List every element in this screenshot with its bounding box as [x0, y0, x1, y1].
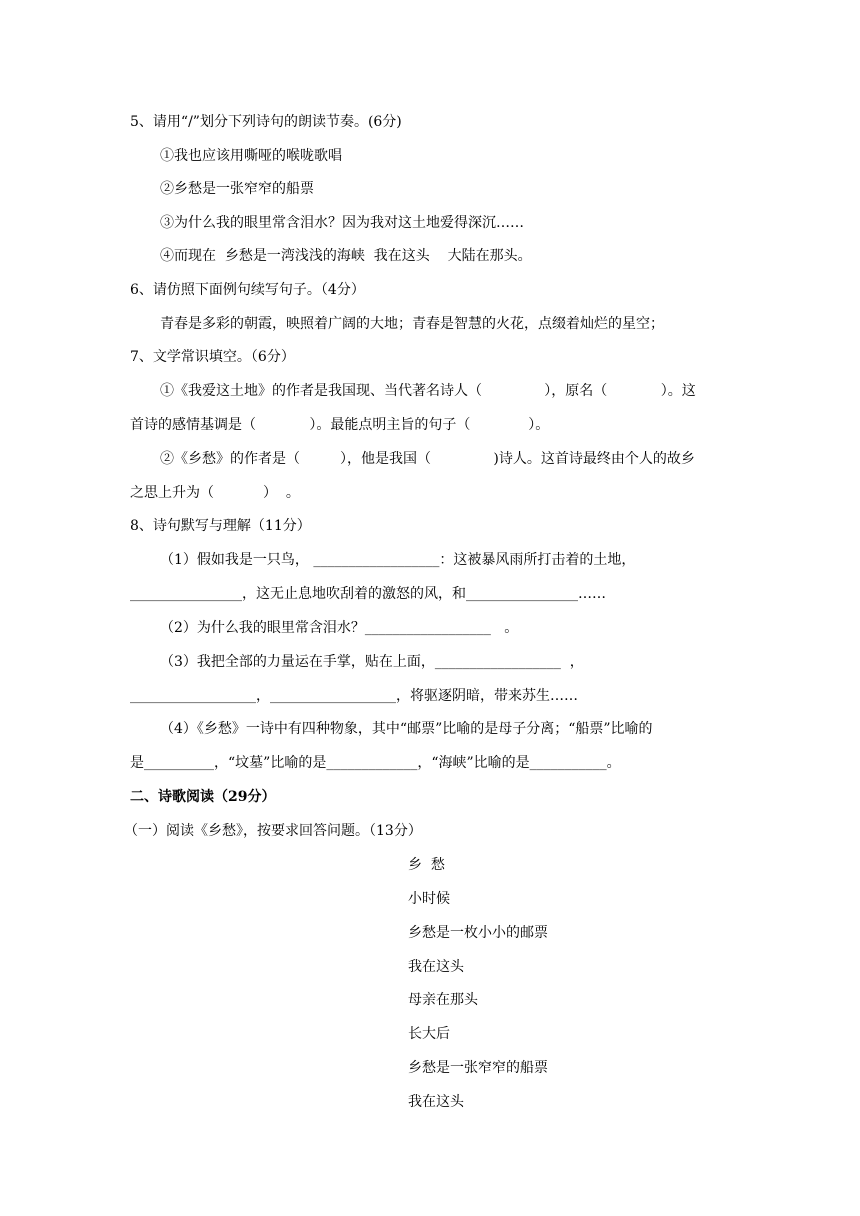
q8-item-3-line-2: __________________，__________________，将驱逐阴暗，带来苏生……	[130, 688, 578, 704]
poem-line: 乡愁是一张窄窄的船票	[408, 1060, 548, 1076]
poem-title: 乡 愁	[408, 857, 445, 873]
poem-line: 我在这头	[408, 959, 464, 975]
q8-item-4-line-1: （4）《乡愁》一诗中有四种物象，其中“邮票”比喻的是母子分离；“船票”比喻的	[160, 721, 653, 737]
q7-title: 7、文学常识填空。（6分）	[130, 349, 295, 365]
q5-title: 5、请用“/”划分下列诗句的朗读节奏。(6分)	[130, 114, 402, 130]
section-2-title: 二、诗歌阅读（29分）	[130, 789, 276, 805]
q7-line-1: ①《我爱这土地》的作者是我国现、当代著名诗人（ ），原名（ ）。这	[160, 383, 696, 399]
q8-item-3-line-1: （3）我把全部的力量运在手掌，贴在上面，__________________ ，	[160, 654, 584, 670]
q8-item-1-line-2: ________________，这无止息地吹刮着的激怒的风，和________________……	[130, 586, 606, 602]
section-2-part-1-title: （一）阅读《乡愁》，按要求回答问题。（13分）	[124, 823, 422, 839]
q7-line-4: 之思上升为（ ） 。	[130, 485, 300, 501]
q5-item-2: ②乡愁是一张窄窄的船票	[160, 181, 314, 197]
poem-line: 小时候	[408, 891, 450, 907]
q5-item-3: ③为什么我的眼里常含泪水？因为我对这土地爱得深沉……	[160, 215, 524, 231]
q6-title: 6、请仿照下面例句续写句子。（4分）	[130, 282, 365, 298]
q8-title: 8、诗句默写与理解（11分）	[130, 518, 311, 534]
q8-item-4-line-2: 是__________，“坟墓”比喻的是_____________，“海峡”比喻的是___________。	[130, 755, 621, 771]
poem-line: 我在这头	[408, 1094, 464, 1110]
q8-item-1-line-1: （1）假如我是一只鸟， __________________：这被暴风雨所打击着的土地，	[160, 552, 636, 568]
q8-item-2: （2）为什么我的眼里常含泪水？__________________ 。	[160, 620, 519, 636]
q7-line-2: 首诗的感情基调是（ ）。最能点明主旨的句子（ ）。	[130, 417, 550, 433]
q6-example: 青春是多彩的朝霞，映照着广阔的大地；青春是智慧的火花，点缀着灿烂的星空；	[160, 316, 664, 332]
q5-item-1: ①我也应该用嘶哑的喉咙歌唱	[160, 148, 342, 164]
q5-item-4: ④而现在 乡愁是一湾浅浅的海峡 我在这头 大陆在那头。	[160, 248, 532, 264]
poem-line: 母亲在那头	[408, 992, 478, 1008]
poem-line: 长大后	[408, 1026, 450, 1042]
poem-line: 乡愁是一枚小小的邮票	[408, 925, 548, 941]
q7-line-3: ②《乡愁》的作者是（ ），他是我国（ )诗人。这首诗最终由个人的故乡	[160, 451, 695, 467]
